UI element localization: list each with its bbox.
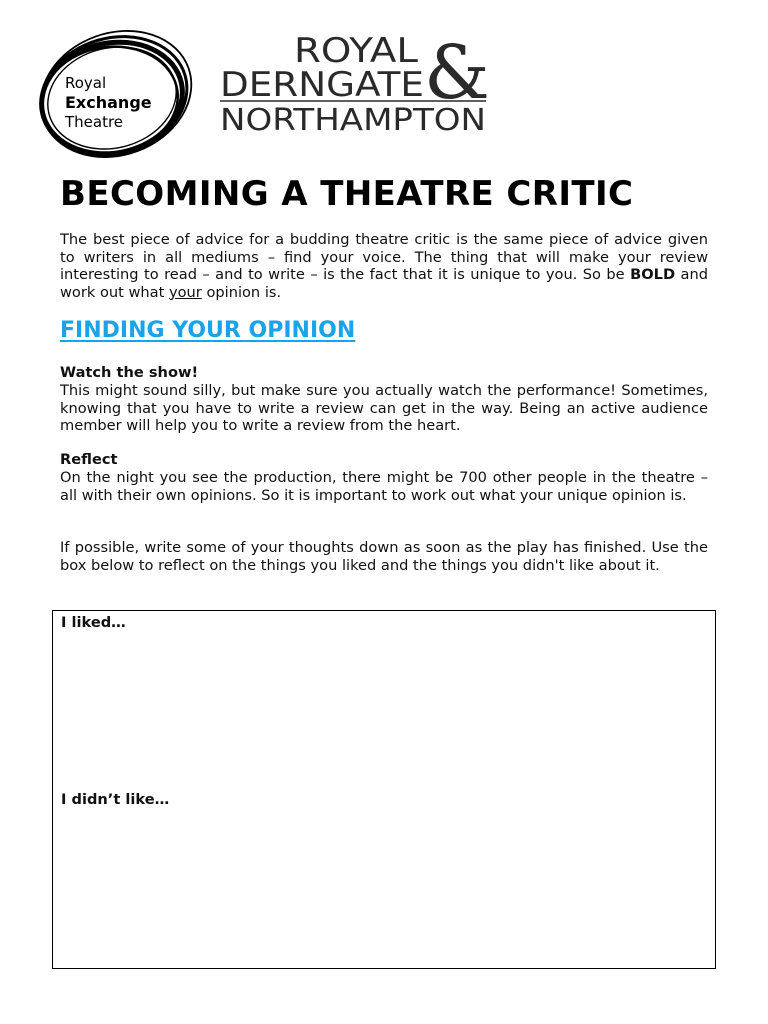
reflect-paragraph: On the night you see the production, there might be 700 other people in the theatre – all with their own opinions. So it is important to work out what your unique opinion is.	[60, 469, 708, 504]
watch-paragraph: This might sound silly, but make sure you actually watch the performance! Sometimes, knowing that you have to write a review can get in the way. Being an active audience member will help you to write a review from the heart.	[60, 382, 708, 435]
royal-derngate-wordmark	[214, 32, 494, 136]
royal-exchange-line3: Theatre	[65, 113, 124, 131]
section-heading: FINDING YOUR OPINION	[60, 318, 356, 343]
intro-underlined-word: your	[168, 283, 202, 301]
intro-text-middle: and work out what	[60, 266, 708, 301]
ampersand-mark: &	[424, 32, 490, 116]
liked-label: I liked…	[61, 614, 126, 631]
royal-exchange-line2: Exchange	[65, 93, 152, 112]
intro-bold-word: BOLD	[630, 266, 676, 284]
page-title: BECOMING A THEATRE CRITIC	[60, 174, 634, 214]
royal-derngate-logo	[214, 32, 494, 136]
royal-derngate-line2: DERNGATE	[220, 65, 424, 105]
royal-exchange-theatre-logo	[34, 28, 202, 166]
royal-exchange-line1: Royal	[65, 74, 107, 92]
intro-paragraph	[60, 231, 708, 301]
if-possible-paragraph: If possible, write some of your thoughts down as soon as the play has finished. Use the box below to reflect on the things you liked and the things you didn't like about it.	[60, 539, 708, 574]
royal-derngate-line3: NORTHAMPTON	[220, 103, 486, 136]
intro-text-before: The best piece of advice for a budding theatre critic is the same piece of advice given to writers in all mediums – find your voice. The thing that will make your review interesting to read – and to write – is the fact that it is unique to you. So be	[60, 231, 708, 284]
royal-derngate-line1: ROYAL	[294, 32, 419, 71]
royal-exchange-rings-graphic	[34, 28, 202, 166]
disliked-label: I didn’t like…	[61, 791, 170, 808]
reflection-box[interactable]	[52, 610, 716, 969]
intro-text-after: opinion is.	[201, 283, 282, 301]
watch-heading: Watch the show!	[60, 364, 199, 381]
reflect-heading: Reflect	[60, 451, 118, 468]
